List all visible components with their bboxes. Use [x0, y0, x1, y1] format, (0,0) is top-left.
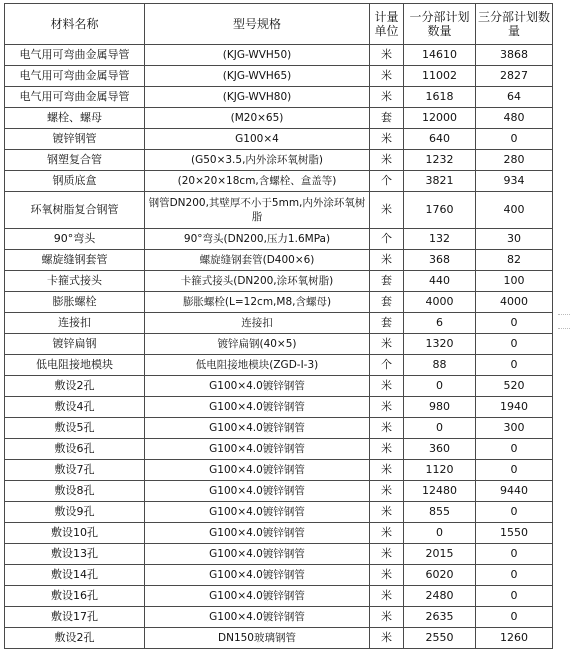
plan-qty-division-3-cell: 3868: [476, 45, 553, 66]
material-name-cell: 敷设6孔: [5, 439, 145, 460]
unit-cell: 米: [370, 192, 404, 229]
plan-qty-division-1-cell: 1232: [404, 150, 476, 171]
spec-cell: (KJG-WVH65): [145, 66, 370, 87]
plan-qty-division-1-cell: 2480: [404, 586, 476, 607]
spec-cell: 低电阻接地模块(ZGD-I-3): [145, 355, 370, 376]
plan-qty-division-3-cell: 2827: [476, 66, 553, 87]
header-material-name: 材料名称: [5, 4, 145, 45]
table-row: [5, 481, 553, 502]
spec-cell: G100×4.0镀锌钢管: [145, 481, 370, 502]
plan-qty-division-3-cell: 9440: [476, 481, 553, 502]
table-row: [5, 150, 553, 171]
table-row: [5, 129, 553, 150]
plan-qty-division-3-cell: 0: [476, 439, 553, 460]
plan-qty-division-1-cell: 6: [404, 313, 476, 334]
spec-cell: G100×4.0镀锌钢管: [145, 523, 370, 544]
material-name-cell: 敷设16孔: [5, 586, 145, 607]
page-edge-mark: [558, 314, 570, 315]
table-row: [5, 292, 553, 313]
table-row: [5, 439, 553, 460]
plan-qty-division-3-cell: 280: [476, 150, 553, 171]
unit-cell: 米: [370, 544, 404, 565]
plan-qty-division-1-cell: 12000: [404, 108, 476, 129]
plan-qty-division-1-cell: 3821: [404, 171, 476, 192]
spec-cell: G100×4.0镀锌钢管: [145, 502, 370, 523]
plan-qty-division-1-cell: 0: [404, 376, 476, 397]
plan-qty-division-3-cell: 100: [476, 271, 553, 292]
table-row: [5, 334, 553, 355]
table-row: [5, 607, 553, 628]
plan-qty-division-3-cell: 82: [476, 250, 553, 271]
material-name-cell: 敷设13孔: [5, 544, 145, 565]
unit-cell: 米: [370, 460, 404, 481]
table-row: [5, 523, 553, 544]
spec-cell: G100×4.0镀锌钢管: [145, 607, 370, 628]
table-body: [5, 45, 553, 649]
material-name-cell: 低电阻接地模块: [5, 355, 145, 376]
plan-qty-division-3-cell: 0: [476, 502, 553, 523]
plan-qty-division-3-cell: 1940: [476, 397, 553, 418]
plan-qty-division-1-cell: 368: [404, 250, 476, 271]
spec-cell: G100×4.0镀锌钢管: [145, 565, 370, 586]
unit-cell: 米: [370, 418, 404, 439]
material-name-cell: 敷设9孔: [5, 502, 145, 523]
spec-cell: G100×4.0镀锌钢管: [145, 376, 370, 397]
materials-table: [4, 3, 553, 649]
material-name-cell: 敷设10孔: [5, 523, 145, 544]
spec-cell: (M20×65): [145, 108, 370, 129]
material-name-cell: 电气用可弯曲金属导管: [5, 45, 145, 66]
table-row: [5, 397, 553, 418]
plan-qty-division-1-cell: 88: [404, 355, 476, 376]
spec-cell: 膨胀螺栓(L=12cm,M8,含螺母): [145, 292, 370, 313]
unit-cell: 米: [370, 376, 404, 397]
table-row: [5, 418, 553, 439]
unit-cell: 米: [370, 150, 404, 171]
plan-qty-division-1-cell: 640: [404, 129, 476, 150]
material-name-cell: 90°弯头: [5, 229, 145, 250]
unit-cell: 米: [370, 586, 404, 607]
material-name-cell: 敷设14孔: [5, 565, 145, 586]
unit-cell: 米: [370, 87, 404, 108]
unit-cell: 米: [370, 129, 404, 150]
unit-cell: 米: [370, 439, 404, 460]
plan-qty-division-1-cell: 1618: [404, 87, 476, 108]
unit-cell: 套: [370, 108, 404, 129]
table-row: [5, 355, 553, 376]
plan-qty-division-1-cell: 980: [404, 397, 476, 418]
page-edge-mark: [558, 328, 570, 329]
unit-cell: 个: [370, 355, 404, 376]
plan-qty-division-3-cell: 300: [476, 418, 553, 439]
plan-qty-division-3-cell: 1550: [476, 523, 553, 544]
plan-qty-division-1-cell: 855: [404, 502, 476, 523]
spec-cell: G100×4: [145, 129, 370, 150]
plan-qty-division-1-cell: 2015: [404, 544, 476, 565]
plan-qty-division-3-cell: 934: [476, 171, 553, 192]
material-name-cell: 螺旋缝钢套管: [5, 250, 145, 271]
unit-cell: 米: [370, 502, 404, 523]
plan-qty-division-1-cell: 440: [404, 271, 476, 292]
plan-qty-division-1-cell: 4000: [404, 292, 476, 313]
plan-qty-division-1-cell: 11002: [404, 66, 476, 87]
plan-qty-division-1-cell: 6020: [404, 565, 476, 586]
spec-cell: (G50×3.5,内外涂环氧树脂): [145, 150, 370, 171]
plan-qty-division-1-cell: 0: [404, 418, 476, 439]
table-row: [5, 376, 553, 397]
plan-qty-division-3-cell: 0: [476, 313, 553, 334]
table-row: [5, 313, 553, 334]
spec-cell: 钢管DN200,其壁厚不小于5mm,内外涂环氧树脂: [145, 192, 370, 229]
plan-qty-division-1-cell: 132: [404, 229, 476, 250]
spec-cell: 镀锌扁钢(40×5): [145, 334, 370, 355]
spec-cell: 连接扣: [145, 313, 370, 334]
material-name-cell: 螺栓、螺母: [5, 108, 145, 129]
spec-cell: DN150玻璃钢管: [145, 628, 370, 649]
plan-qty-division-3-cell: 1260: [476, 628, 553, 649]
plan-qty-division-1-cell: 2635: [404, 607, 476, 628]
spec-cell: (KJG-WVH80): [145, 87, 370, 108]
plan-qty-division-3-cell: 4000: [476, 292, 553, 313]
plan-qty-division-1-cell: 1760: [404, 192, 476, 229]
spec-cell: (KJG-WVH50): [145, 45, 370, 66]
material-name-cell: 连接扣: [5, 313, 145, 334]
table-row: [5, 45, 553, 66]
table-row: [5, 271, 553, 292]
table-row: [5, 192, 553, 229]
spec-cell: G100×4.0镀锌钢管: [145, 544, 370, 565]
plan-qty-division-3-cell: 0: [476, 586, 553, 607]
plan-qty-division-1-cell: 2550: [404, 628, 476, 649]
plan-qty-division-3-cell: 0: [476, 565, 553, 586]
plan-qty-division-1-cell: 360: [404, 439, 476, 460]
table-row: [5, 544, 553, 565]
unit-cell: 米: [370, 45, 404, 66]
material-name-cell: 电气用可弯曲金属导管: [5, 66, 145, 87]
unit-cell: 米: [370, 523, 404, 544]
table-row: [5, 66, 553, 87]
plan-qty-division-3-cell: 400: [476, 192, 553, 229]
plan-qty-division-3-cell: 480: [476, 108, 553, 129]
material-name-cell: 电气用可弯曲金属导管: [5, 87, 145, 108]
unit-cell: 米: [370, 334, 404, 355]
unit-cell: 套: [370, 292, 404, 313]
unit-cell: 米: [370, 565, 404, 586]
unit-cell: 米: [370, 397, 404, 418]
spec-cell: G100×4.0镀锌钢管: [145, 397, 370, 418]
material-name-cell: 镀锌钢管: [5, 129, 145, 150]
unit-cell: 米: [370, 66, 404, 87]
plan-qty-division-3-cell: 0: [476, 129, 553, 150]
table-row: [5, 87, 553, 108]
header-unit: 计量单位: [370, 4, 404, 45]
plan-qty-division-3-cell: 0: [476, 544, 553, 565]
material-name-cell: 敷设5孔: [5, 418, 145, 439]
table-row: [5, 460, 553, 481]
unit-cell: 米: [370, 628, 404, 649]
table-row: [5, 171, 553, 192]
plan-qty-division-3-cell: 0: [476, 334, 553, 355]
material-name-cell: 敷设4孔: [5, 397, 145, 418]
table-row: [5, 108, 553, 129]
header-row: [5, 4, 553, 45]
plan-qty-division-1-cell: 12480: [404, 481, 476, 502]
plan-qty-division-1-cell: 1320: [404, 334, 476, 355]
header-spec: 型号规格: [145, 4, 370, 45]
table-row: [5, 628, 553, 649]
material-name-cell: 敷设17孔: [5, 607, 145, 628]
spec-cell: 卡箍式接头(DN200,涂环氧树脂): [145, 271, 370, 292]
plan-qty-division-3-cell: 520: [476, 376, 553, 397]
table-row: [5, 250, 553, 271]
unit-cell: 米: [370, 250, 404, 271]
material-name-cell: 环氧树脂复合钢管: [5, 192, 145, 229]
unit-cell: 套: [370, 313, 404, 334]
unit-cell: 米: [370, 481, 404, 502]
table-header: [5, 4, 553, 45]
plan-qty-division-1-cell: 0: [404, 523, 476, 544]
plan-qty-division-1-cell: 1120: [404, 460, 476, 481]
unit-cell: 米: [370, 607, 404, 628]
table-row: [5, 586, 553, 607]
spec-cell: (20×20×18cm,含螺栓、盒盖等): [145, 171, 370, 192]
plan-qty-division-3-cell: 64: [476, 87, 553, 108]
unit-cell: 个: [370, 229, 404, 250]
plan-qty-division-3-cell: 0: [476, 355, 553, 376]
header-plan-qty-division-1: 一分部计划数量: [404, 4, 476, 45]
spec-cell: G100×4.0镀锌钢管: [145, 418, 370, 439]
material-name-cell: 敷设7孔: [5, 460, 145, 481]
table-row: [5, 565, 553, 586]
plan-qty-division-3-cell: 30: [476, 229, 553, 250]
spec-cell: G100×4.0镀锌钢管: [145, 439, 370, 460]
material-name-cell: 敷设2孔: [5, 628, 145, 649]
spec-cell: 螺旋缝钢套管(D400×6): [145, 250, 370, 271]
material-name-cell: 钢塑复合管: [5, 150, 145, 171]
plan-qty-division-1-cell: 14610: [404, 45, 476, 66]
spec-cell: G100×4.0镀锌钢管: [145, 460, 370, 481]
header-plan-qty-division-3: 三分部计划数量: [476, 4, 553, 45]
table-row: [5, 502, 553, 523]
material-name-cell: 敷设2孔: [5, 376, 145, 397]
unit-cell: 个: [370, 171, 404, 192]
material-name-cell: 钢质底盒: [5, 171, 145, 192]
material-name-cell: 膨胀螺栓: [5, 292, 145, 313]
plan-qty-division-3-cell: 0: [476, 607, 553, 628]
plan-qty-division-3-cell: 0: [476, 460, 553, 481]
spec-cell: G100×4.0镀锌钢管: [145, 586, 370, 607]
material-name-cell: 敷设8孔: [5, 481, 145, 502]
unit-cell: 套: [370, 271, 404, 292]
table-row: [5, 229, 553, 250]
spec-cell: 90°弯头(DN200,压力1.6MPa): [145, 229, 370, 250]
material-name-cell: 镀锌扁钢: [5, 334, 145, 355]
material-name-cell: 卡箍式接头: [5, 271, 145, 292]
